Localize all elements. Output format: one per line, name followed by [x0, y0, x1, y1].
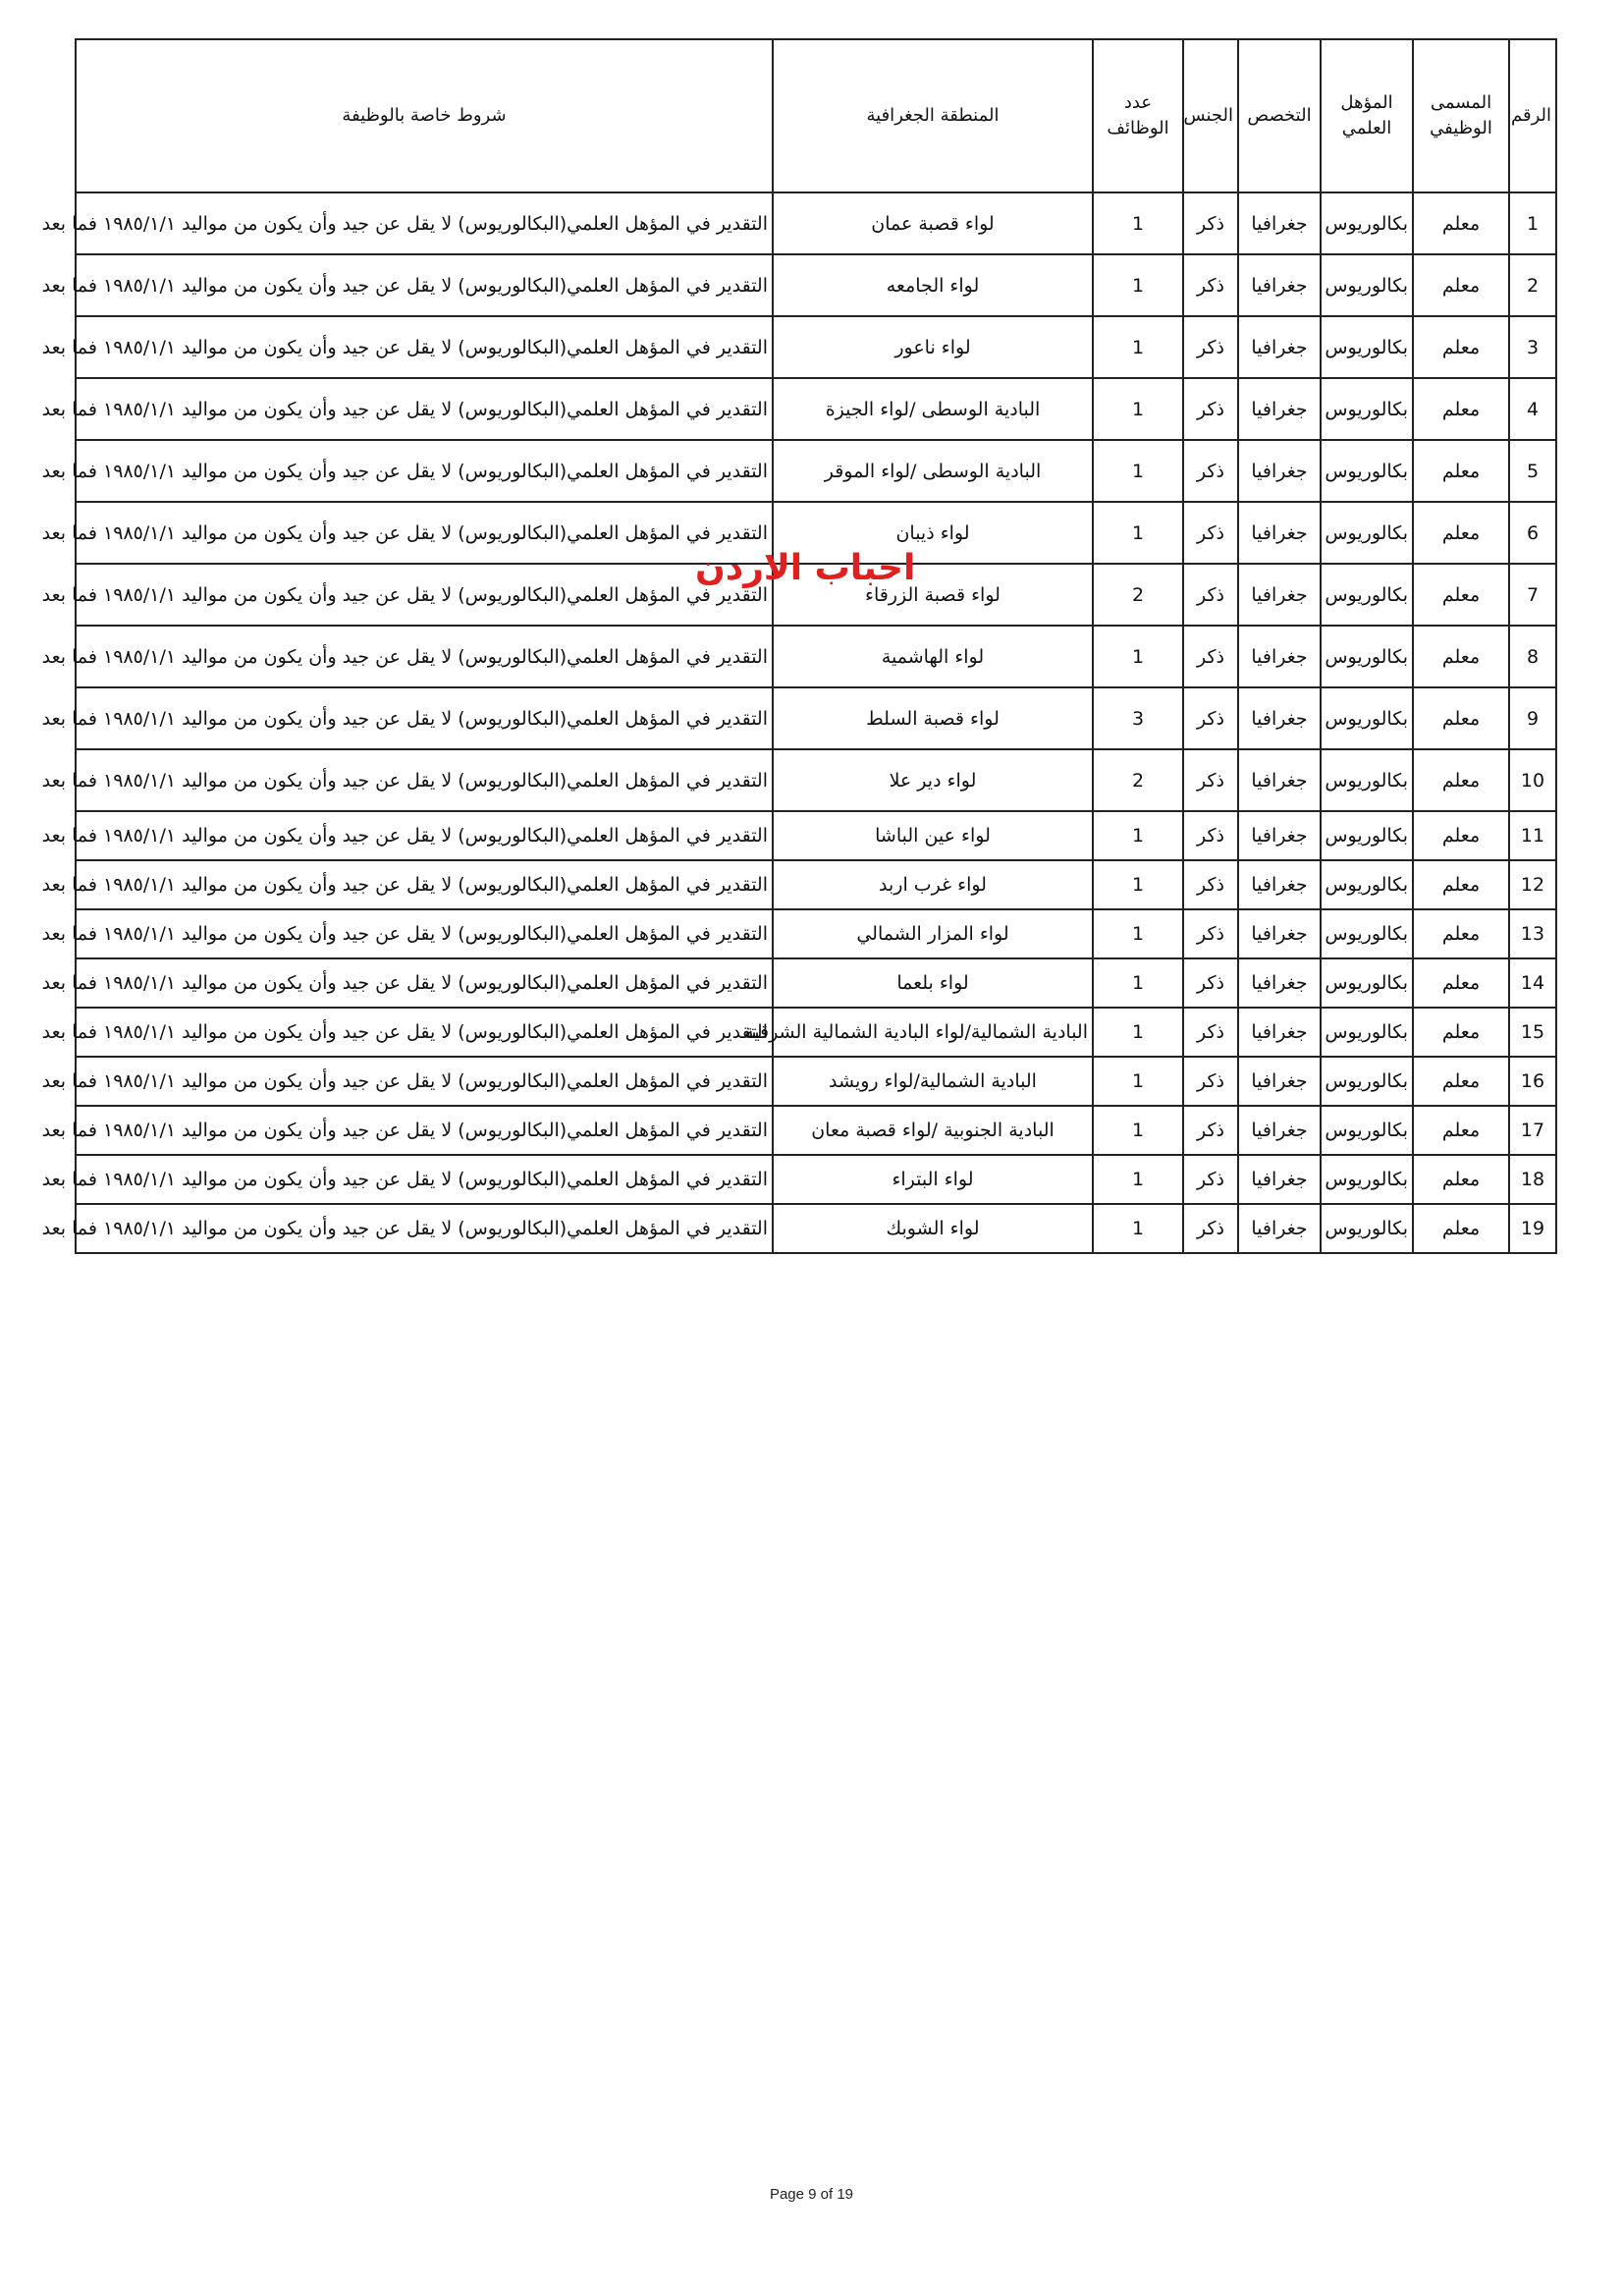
cell-qualification: بكالوريوس [1321, 860, 1413, 909]
header-region: المنطقة الجغرافية [773, 39, 1093, 192]
table-row [76, 1008, 1556, 1057]
header-conditions: شروط خاصة بالوظيفة [76, 39, 773, 192]
cell-gender: ذكر [1183, 192, 1238, 254]
cell-qualification: بكالوريوس [1321, 316, 1413, 378]
cell-job-title: معلم [1413, 1155, 1509, 1204]
header-job-count: عدد الوظائف [1093, 39, 1183, 192]
cell-number: 17 [1509, 1106, 1556, 1155]
cell-gender: ذكر [1183, 749, 1238, 811]
cell-region: لواء قصبة عمان [773, 192, 1093, 254]
cell-conditions: التقدير في المؤهل العلمي(البكالوريوس) لا يقل عن جيد وأن يكون من مواليد ١٩٨٥/١/١ فما بعد [76, 192, 773, 254]
cell-conditions: التقدير في المؤهل العلمي(البكالوريوس) لا يقل عن جيد وأن يكون من مواليد ١٩٨٥/١/١ فما بعد [76, 687, 773, 749]
cell-region: لواء المزار الشمالي [773, 909, 1093, 958]
cell-specialization: جغرافيا [1238, 440, 1321, 502]
table-row [76, 811, 1556, 860]
table-row [76, 687, 1556, 749]
header-gender: الجنس [1183, 39, 1238, 192]
cell-number: 3 [1509, 316, 1556, 378]
cell-job-count: 1 [1093, 378, 1183, 440]
cell-qualification: بكالوريوس [1321, 1204, 1413, 1253]
cell-region: لواء عين الباشا [773, 811, 1093, 860]
cell-job-title: معلم [1413, 192, 1509, 254]
cell-job-title: معلم [1413, 811, 1509, 860]
cell-conditions: التقدير في المؤهل العلمي(البكالوريوس) لا يقل عن جيد وأن يكون من مواليد ١٩٨٥/١/١ فما بعد [76, 909, 773, 958]
cell-conditions: التقدير في المؤهل العلمي(البكالوريوس) لا يقل عن جيد وأن يكون من مواليد ١٩٨٥/١/١ فما بعد [76, 440, 773, 502]
cell-gender: ذكر [1183, 254, 1238, 316]
table-row [76, 1155, 1556, 1204]
cell-qualification: بكالوريوس [1321, 502, 1413, 564]
cell-specialization: جغرافيا [1238, 316, 1321, 378]
cell-qualification: بكالوريوس [1321, 1155, 1413, 1204]
cell-number: 1 [1509, 192, 1556, 254]
cell-region: البادية الوسطى /لواء الموقر [773, 440, 1093, 502]
cell-conditions: التقدير في المؤهل العلمي(البكالوريوس) لا يقل عن جيد وأن يكون من مواليد ١٩٨٥/١/١ فما بعد [76, 1204, 773, 1253]
cell-region: لواء دير علا [773, 749, 1093, 811]
cell-gender: ذكر [1183, 909, 1238, 958]
cell-job-count: 1 [1093, 1057, 1183, 1106]
cell-specialization: جغرافيا [1238, 1204, 1321, 1253]
cell-qualification: بكالوريوس [1321, 378, 1413, 440]
cell-number: 5 [1509, 440, 1556, 502]
cell-job-title: معلم [1413, 1057, 1509, 1106]
cell-job-title: معلم [1413, 909, 1509, 958]
cell-gender: ذكر [1183, 811, 1238, 860]
cell-conditions: التقدير في المؤهل العلمي(البكالوريوس) لا يقل عن جيد وأن يكون من مواليد ١٩٨٥/١/١ فما بعد [76, 1057, 773, 1106]
cell-job-count: 1 [1093, 909, 1183, 958]
cell-region: لواء ناعور [773, 316, 1093, 378]
cell-job-count: 3 [1093, 687, 1183, 749]
cell-gender: ذكر [1183, 958, 1238, 1008]
cell-region: لواء قصبة السلط [773, 687, 1093, 749]
cell-qualification: بكالوريوس [1321, 958, 1413, 1008]
cell-gender: ذكر [1183, 378, 1238, 440]
cell-qualification: بكالوريوس [1321, 440, 1413, 502]
cell-region: لواء قصبة الزرقاء [773, 564, 1093, 626]
cell-specialization: جغرافيا [1238, 1106, 1321, 1155]
cell-qualification: بكالوريوس [1321, 192, 1413, 254]
cell-specialization: جغرافيا [1238, 749, 1321, 811]
cell-region: البادية الشمالية/لواء البادية الشمالية الشرقية [773, 1008, 1093, 1057]
cell-gender: ذكر [1183, 1204, 1238, 1253]
table-row [76, 1204, 1556, 1253]
cell-job-title: معلم [1413, 316, 1509, 378]
cell-qualification: بكالوريوس [1321, 749, 1413, 811]
cell-gender: ذكر [1183, 626, 1238, 687]
jobs-table [41, 38, 1557, 1254]
cell-job-title: معلم [1413, 564, 1509, 626]
cell-job-count: 1 [1093, 811, 1183, 860]
cell-job-count: 1 [1093, 440, 1183, 502]
cell-job-count: 2 [1093, 749, 1183, 811]
cell-number: 11 [1509, 811, 1556, 860]
cell-job-count: 1 [1093, 316, 1183, 378]
cell-qualification: بكالوريوس [1321, 687, 1413, 749]
header-qualification: المؤهل العلمي [1321, 39, 1413, 192]
cell-job-count: 1 [1093, 860, 1183, 909]
cell-job-title: معلم [1413, 378, 1509, 440]
cell-job-title: معلم [1413, 1008, 1509, 1057]
cell-number: 6 [1509, 502, 1556, 564]
cell-gender: ذكر [1183, 502, 1238, 564]
cell-qualification: بكالوريوس [1321, 1057, 1413, 1106]
table-row [76, 1057, 1556, 1106]
cell-region: لواء الجامعه [773, 254, 1093, 316]
cell-job-title: معلم [1413, 687, 1509, 749]
cell-job-title: معلم [1413, 1106, 1509, 1155]
cell-qualification: بكالوريوس [1321, 626, 1413, 687]
cell-job-count: 1 [1093, 502, 1183, 564]
table-header-row [76, 39, 1556, 192]
cell-conditions: التقدير في المؤهل العلمي(البكالوريوس) لا يقل عن جيد وأن يكون من مواليد ١٩٨٥/١/١ فما بعد [76, 1008, 773, 1057]
cell-number: 16 [1509, 1057, 1556, 1106]
table-row [76, 860, 1556, 909]
cell-specialization: جغرافيا [1238, 378, 1321, 440]
cell-gender: ذكر [1183, 1057, 1238, 1106]
cell-specialization: جغرافيا [1238, 1155, 1321, 1204]
cell-gender: ذكر [1183, 440, 1238, 502]
cell-gender: ذكر [1183, 1155, 1238, 1204]
cell-number: 4 [1509, 378, 1556, 440]
table-row [76, 626, 1556, 687]
cell-qualification: بكالوريوس [1321, 1106, 1413, 1155]
table-row [76, 316, 1556, 378]
cell-job-count: 1 [1093, 1008, 1183, 1057]
cell-qualification: بكالوريوس [1321, 909, 1413, 958]
page-footer: Page 9 of 19 [769, 2186, 854, 2203]
cell-job-title: معلم [1413, 502, 1509, 564]
cell-job-title: معلم [1413, 440, 1509, 502]
cell-region: البادية الشمالية/لواء رويشد [773, 1057, 1093, 1106]
cell-region: لواء ذيبان [773, 502, 1093, 564]
cell-qualification: بكالوريوس [1321, 1008, 1413, 1057]
cell-specialization: جغرافيا [1238, 909, 1321, 958]
cell-region: لواء بلعما [773, 958, 1093, 1008]
cell-conditions: التقدير في المؤهل العلمي(البكالوريوس) لا يقل عن جيد وأن يكون من مواليد ١٩٨٥/١/١ فما بعد [76, 958, 773, 1008]
cell-specialization: جغرافيا [1238, 860, 1321, 909]
cell-number: 19 [1509, 1204, 1556, 1253]
cell-qualification: بكالوريوس [1321, 564, 1413, 626]
cell-number: 2 [1509, 254, 1556, 316]
cell-job-title: معلم [1413, 1204, 1509, 1253]
table-row [76, 254, 1556, 316]
cell-number: 9 [1509, 687, 1556, 749]
cell-gender: ذكر [1183, 316, 1238, 378]
cell-region: لواء غرب اربد [773, 860, 1093, 909]
cell-qualification: بكالوريوس [1321, 254, 1413, 316]
cell-job-title: معلم [1413, 749, 1509, 811]
cell-job-count: 1 [1093, 192, 1183, 254]
cell-specialization: جغرافيا [1238, 687, 1321, 749]
cell-conditions: التقدير في المؤهل العلمي(البكالوريوس) لا يقل عن جيد وأن يكون من مواليد ١٩٨٥/١/١ فما بعد [76, 749, 773, 811]
cell-job-count: 1 [1093, 1155, 1183, 1204]
cell-specialization: جغرافيا [1238, 1008, 1321, 1057]
cell-job-title: معلم [1413, 626, 1509, 687]
cell-specialization: جغرافيا [1238, 626, 1321, 687]
cell-gender: ذكر [1183, 1106, 1238, 1155]
cell-region: لواء البتراء [773, 1155, 1093, 1204]
cell-conditions: التقدير في المؤهل العلمي(البكالوريوس) لا يقل عن جيد وأن يكون من مواليد ١٩٨٥/١/١ فما بعد [76, 316, 773, 378]
cell-specialization: جغرافيا [1238, 254, 1321, 316]
header-specialization: التخصص [1238, 39, 1321, 192]
cell-region: البادية الجنوبية /لواء قصبة معان [773, 1106, 1093, 1155]
cell-region: لواء الهاشمية [773, 626, 1093, 687]
table-row [76, 192, 1556, 254]
cell-region: لواء الشوبك [773, 1204, 1093, 1253]
cell-job-title: معلم [1413, 254, 1509, 316]
cell-gender: ذكر [1183, 860, 1238, 909]
cell-specialization: جغرافيا [1238, 564, 1321, 626]
cell-conditions: التقدير في المؤهل العلمي(البكالوريوس) لا يقل عن جيد وأن يكون من مواليد ١٩٨٥/١/١ فما بعد [76, 502, 773, 564]
cell-conditions: التقدير في المؤهل العلمي(البكالوريوس) لا يقل عن جيد وأن يكون من مواليد ١٩٨٥/١/١ فما بعد [76, 626, 773, 687]
cell-number: 14 [1509, 958, 1556, 1008]
cell-gender: ذكر [1183, 1008, 1238, 1057]
cell-job-count: 1 [1093, 958, 1183, 1008]
cell-specialization: جغرافيا [1238, 502, 1321, 564]
watermark: احباب الاردن [695, 548, 916, 588]
cell-number: 7 [1509, 564, 1556, 626]
table-row [76, 1106, 1556, 1155]
cell-job-title: معلم [1413, 958, 1509, 1008]
cell-specialization: جغرافيا [1238, 958, 1321, 1008]
cell-conditions: التقدير في المؤهل العلمي(البكالوريوس) لا يقل عن جيد وأن يكون من مواليد ١٩٨٥/١/١ فما بعد [76, 564, 773, 626]
cell-gender: ذكر [1183, 687, 1238, 749]
cell-job-count: 2 [1093, 564, 1183, 626]
cell-specialization: جغرافيا [1238, 192, 1321, 254]
table-row [76, 378, 1556, 440]
header-job-title: المسمى الوظيفي [1413, 39, 1509, 192]
table-row [76, 909, 1556, 958]
cell-gender: ذكر [1183, 564, 1238, 626]
cell-conditions: التقدير في المؤهل العلمي(البكالوريوس) لا يقل عن جيد وأن يكون من مواليد ١٩٨٥/١/١ فما بعد [76, 254, 773, 316]
cell-conditions: التقدير في المؤهل العلمي(البكالوريوس) لا يقل عن جيد وأن يكون من مواليد ١٩٨٥/١/١ فما بعد [76, 378, 773, 440]
cell-job-count: 1 [1093, 1106, 1183, 1155]
cell-number: 15 [1509, 1008, 1556, 1057]
cell-number: 10 [1509, 749, 1556, 811]
cell-conditions: التقدير في المؤهل العلمي(البكالوريوس) لا يقل عن جيد وأن يكون من مواليد ١٩٨٥/١/١ فما بعد [76, 1155, 773, 1204]
cell-conditions: التقدير في المؤهل العلمي(البكالوريوس) لا يقل عن جيد وأن يكون من مواليد ١٩٨٥/١/١ فما بعد [76, 860, 773, 909]
table-row [76, 749, 1556, 811]
cell-region: البادية الوسطى /لواء الجيزة [773, 378, 1093, 440]
cell-number: 13 [1509, 909, 1556, 958]
cell-qualification: بكالوريوس [1321, 811, 1413, 860]
table-row [76, 440, 1556, 502]
cell-job-count: 1 [1093, 1204, 1183, 1253]
cell-number: 12 [1509, 860, 1556, 909]
cell-number: 8 [1509, 626, 1556, 687]
cell-specialization: جغرافيا [1238, 811, 1321, 860]
cell-job-count: 1 [1093, 254, 1183, 316]
table-row [76, 958, 1556, 1008]
cell-number: 18 [1509, 1155, 1556, 1204]
cell-job-title: معلم [1413, 860, 1509, 909]
cell-job-count: 1 [1093, 626, 1183, 687]
cell-conditions: التقدير في المؤهل العلمي(البكالوريوس) لا يقل عن جيد وأن يكون من مواليد ١٩٨٥/١/١ فما بعد [76, 1106, 773, 1155]
cell-specialization: جغرافيا [1238, 1057, 1321, 1106]
cell-conditions: التقدير في المؤهل العلمي(البكالوريوس) لا يقل عن جيد وأن يكون من مواليد ١٩٨٥/١/١ فما بعد [76, 811, 773, 860]
header-number: الرقم [1509, 39, 1556, 192]
